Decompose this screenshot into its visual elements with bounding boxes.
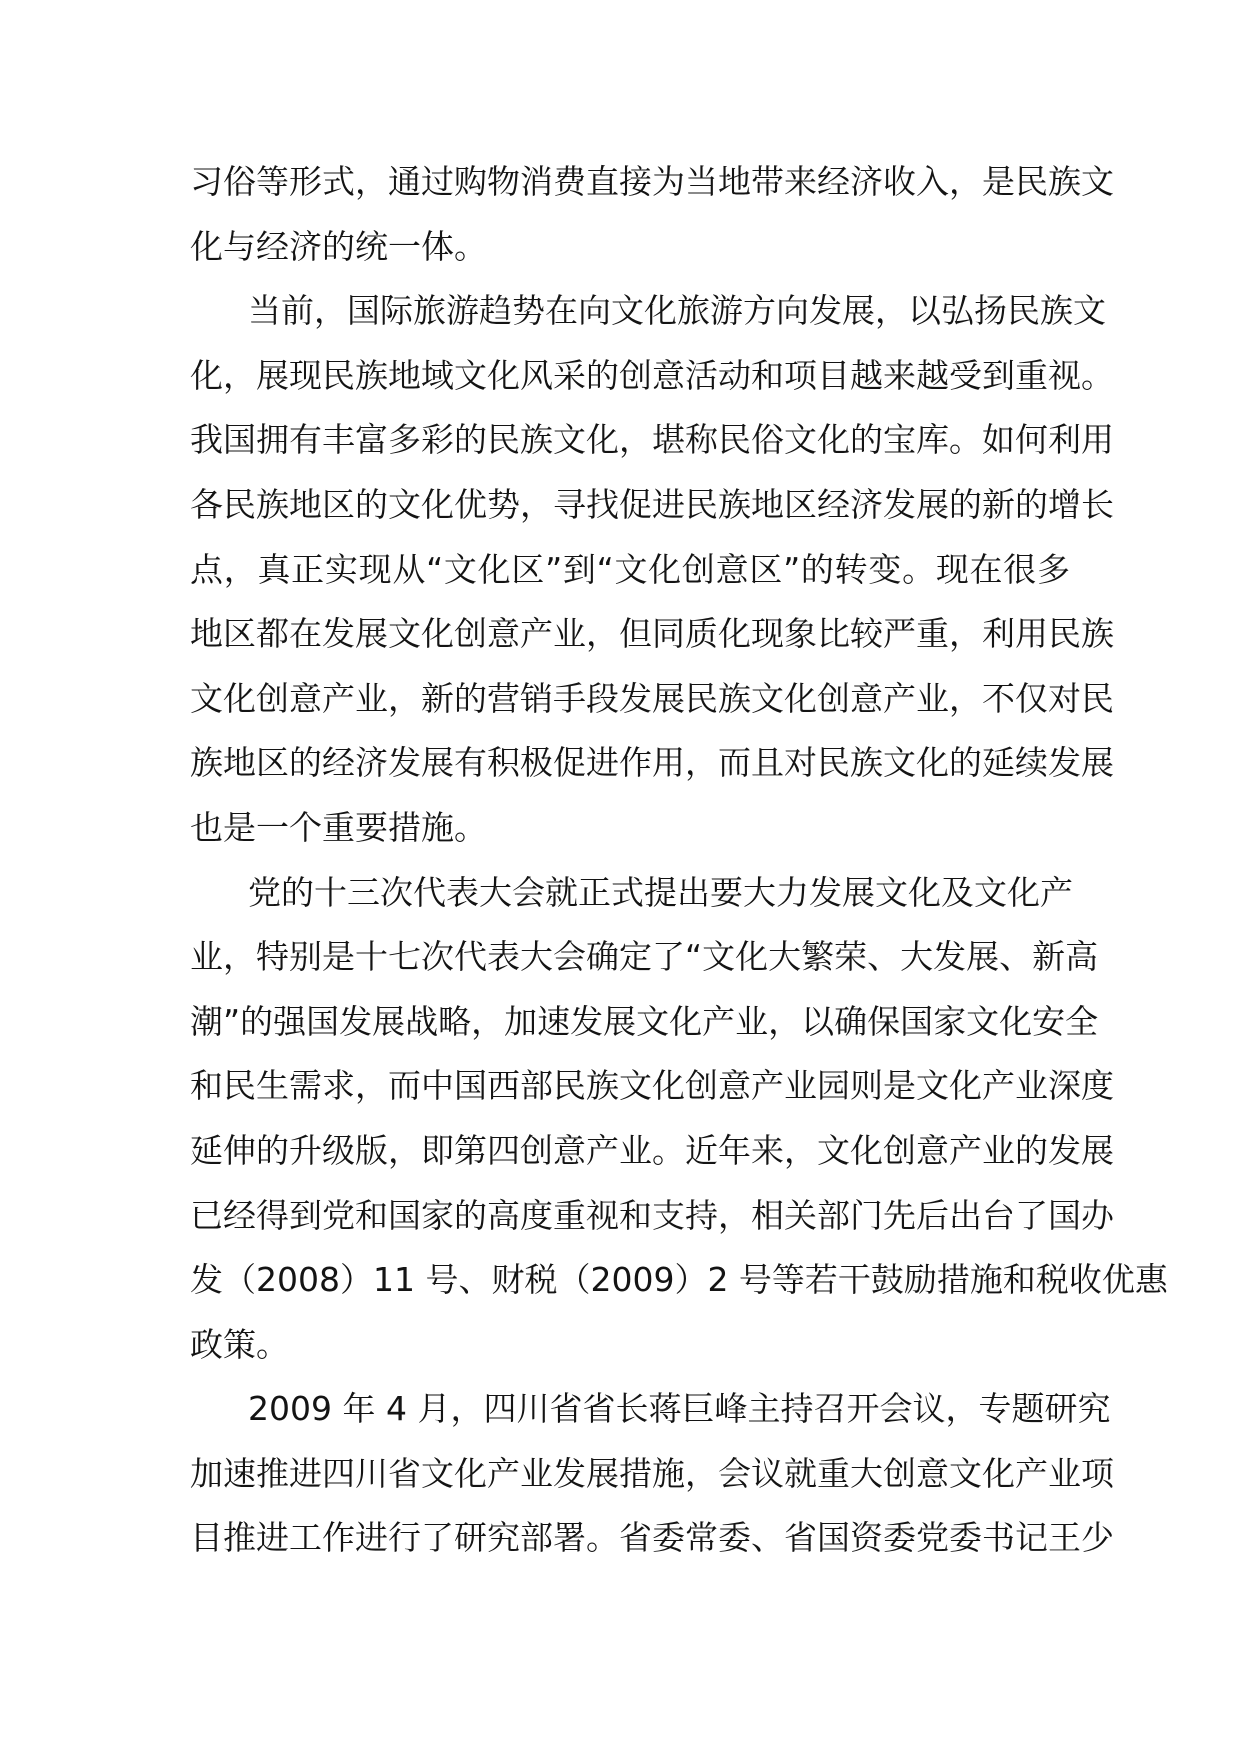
paragraph	[190, 861, 1168, 1378]
text-line: 加速推进四川省文化产业发展措施，会议就重大创意文化产业项	[190, 1453, 1114, 1493]
paragraph	[190, 279, 1114, 860]
text-line: 族地区的经济发展有积极促进作用，而且对民族文化的延续发展	[190, 743, 1114, 783]
paragraph	[190, 150, 1114, 279]
text-line: 2009 年 4 月，四川省省长蒋巨峰主持召开会议，专题研究	[248, 1389, 1111, 1429]
text-line: 目推进工作进行了研究部署。省委常委、省国资委党委书记王少	[190, 1518, 1114, 1558]
body-text	[190, 150, 1168, 1571]
text-line: 和民生需求，而中国西部民族文化创意产业园则是文化产业深度	[190, 1066, 1114, 1106]
text-line: 业，特别是十七次代表大会确定了“文化大繁荣、大发展、新高	[190, 937, 1099, 977]
text-line: 潮”的强国发展战略，加速发展文化产业，以确保国家文化安全	[190, 1001, 1099, 1041]
text-line: 地区都在发展文化创意产业，但同质化现象比较严重，利用民族	[190, 614, 1114, 654]
text-line: 已经得到党和国家的高度重视和支持，相关部门先后出台了国办	[190, 1195, 1114, 1235]
text-line: 延伸的升级版，即第四创意产业。近年来，文化创意产业的发展	[190, 1130, 1114, 1170]
paragraph	[190, 1377, 1114, 1571]
text-line: 文化创意产业，新的营销手段发展民族文化创意产业，不仅对民	[190, 678, 1114, 718]
text-line: 当前，国际旅游趋势在向文化旅游方向发展，以弘扬民族文	[248, 291, 1106, 331]
text-line: 习俗等形式，通过购物消费直接为当地带来经济收入，是民族文	[190, 162, 1114, 201]
text-line: 点，真正实现从“文化区”到“文化创意区”的转变。现在很多	[190, 549, 1070, 589]
text-line: 各民族地区的文化优势，寻找促进民族地区经济发展的新的增长	[190, 484, 1114, 524]
text-line: 政策。	[190, 1324, 289, 1364]
text-line: 发（2008）11 号、财税（2009）2 号等若干鼓励措施和税收优惠	[190, 1260, 1168, 1300]
text-line: 党的十三次代表大会就正式提出要大力发展文化及文化产	[248, 872, 1073, 912]
text-line: 也是一个重要措施。	[190, 807, 487, 847]
text-line: 化，展现民族地域文化风采的创意活动和项目越来越受到重视。	[190, 355, 1114, 395]
text-line: 我国拥有丰富多彩的民族文化，堪称民俗文化的宝库。如何利用	[190, 420, 1114, 460]
text-line: 化与经济的统一体。	[190, 226, 487, 266]
